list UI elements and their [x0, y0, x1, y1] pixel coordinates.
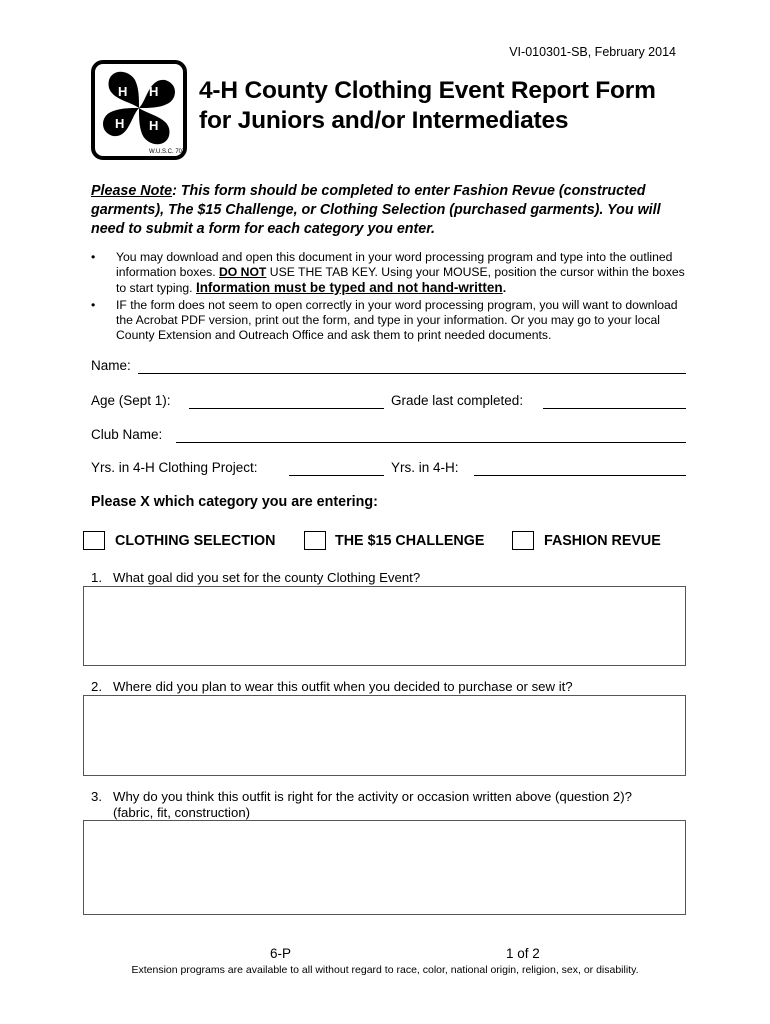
do-not-emphasis: DO NOT	[218, 265, 267, 279]
disclaimer: Extension programs are available to all without regard to race, color, national origin, religion, sex, or disability.	[131, 964, 639, 976]
answer-box-2[interactable]	[83, 695, 686, 776]
question-2	[91, 679, 573, 695]
category-heading: Please X which category you are entering:	[91, 494, 378, 510]
yrs-clothing-field[interactable]	[289, 475, 384, 476]
answer-box-1[interactable]	[83, 586, 686, 666]
instruction-item-1	[91, 250, 691, 296]
grade-label: Grade last completed:	[391, 393, 524, 408]
page-title	[199, 76, 656, 136]
note-prefix: Please Note	[91, 183, 173, 199]
question-1	[91, 570, 420, 586]
instruction-text: USE THE TAB KEY. Using your MOUSE, position the cursor within the boxes to start typing.	[116, 265, 685, 295]
fifteen-challenge-label: THE $15 CHALLENGE	[335, 533, 485, 549]
instruction-item-2	[91, 298, 691, 343]
question-3	[91, 789, 632, 821]
question-number: 3.	[91, 789, 102, 804]
svg-text:H: H	[149, 118, 159, 133]
question-text: Where did you plan to wear this outfit when you decided to purchase or sew it?	[113, 679, 573, 694]
clothing-selection-label: CLOTHING SELECTION	[115, 533, 276, 549]
bullet-icon: •	[91, 298, 96, 312]
please-note	[91, 182, 691, 239]
logo-mark-text: W.U.S.C. 707	[149, 149, 186, 155]
name-field[interactable]	[138, 373, 686, 374]
clothing-selection-checkbox[interactable]	[83, 531, 105, 550]
question-number: 1.	[91, 570, 102, 585]
club-name-label: Club Name:	[91, 427, 163, 442]
form-code: 6-P	[270, 946, 292, 961]
yrs-4h-label: Yrs. in 4-H:	[391, 460, 459, 475]
club-name-field[interactable]	[176, 442, 686, 443]
age-field[interactable]	[189, 408, 384, 409]
yrs-clothing-label: Yrs. in 4-H Clothing Project:	[91, 460, 258, 475]
instruction-text: .	[502, 281, 507, 295]
fashion-revue-checkbox[interactable]	[512, 531, 534, 550]
fashion-revue-label: FASHION REVUE	[544, 533, 661, 549]
note-text: : This form should be completed to enter Fashion Revue (constructed garments), The $15 Challenge, or Clothing Selection (purchased garments). You will need to submit a form for each category you enter.	[91, 183, 661, 237]
yrs-4h-field[interactable]	[474, 475, 686, 476]
4h-clover-logo	[91, 60, 187, 160]
question-text: What goal did you set for the county Clothing Event?	[113, 570, 421, 585]
svg-text:H: H	[118, 84, 128, 99]
page-number: 1 of 2	[506, 946, 540, 961]
grade-field[interactable]	[543, 408, 686, 409]
fifteen-challenge-checkbox[interactable]	[304, 531, 326, 550]
document-id: VI-010301-SB, February 2014	[509, 45, 676, 59]
instruction-text: You may download and open this document in your word processing program and type into the outlined information boxes.	[116, 250, 673, 279]
typed-emphasis: Information must be typed and not hand-written	[195, 280, 503, 295]
name-label: Name:	[91, 358, 131, 373]
svg-text:H: H	[115, 116, 125, 131]
question-text: Why do you think this outfit is right for the activity or occasion written above (question 2)?	[113, 789, 632, 804]
answer-box-3[interactable]	[83, 820, 686, 915]
question-number: 2.	[91, 679, 102, 694]
age-label: Age (Sept 1):	[91, 393, 171, 408]
title-line-2: for Juniors and/or Intermediates	[199, 107, 569, 134]
bullet-icon: •	[91, 250, 96, 264]
svg-text:H: H	[149, 84, 159, 99]
question-subtext: (fabric, fit, construction)	[113, 805, 251, 820]
title-line-1: 4-H County Clothing Event Report Form	[199, 77, 656, 104]
instruction-text: IF the form does not seem to open correctly in your word processing program, you will want to download the Acrobat PDF version, print out the form, and type in your information. Or you may go to your local County Extension and Outreach Office and ask them to print needed documents.	[116, 298, 678, 342]
instruction-list	[91, 250, 691, 345]
